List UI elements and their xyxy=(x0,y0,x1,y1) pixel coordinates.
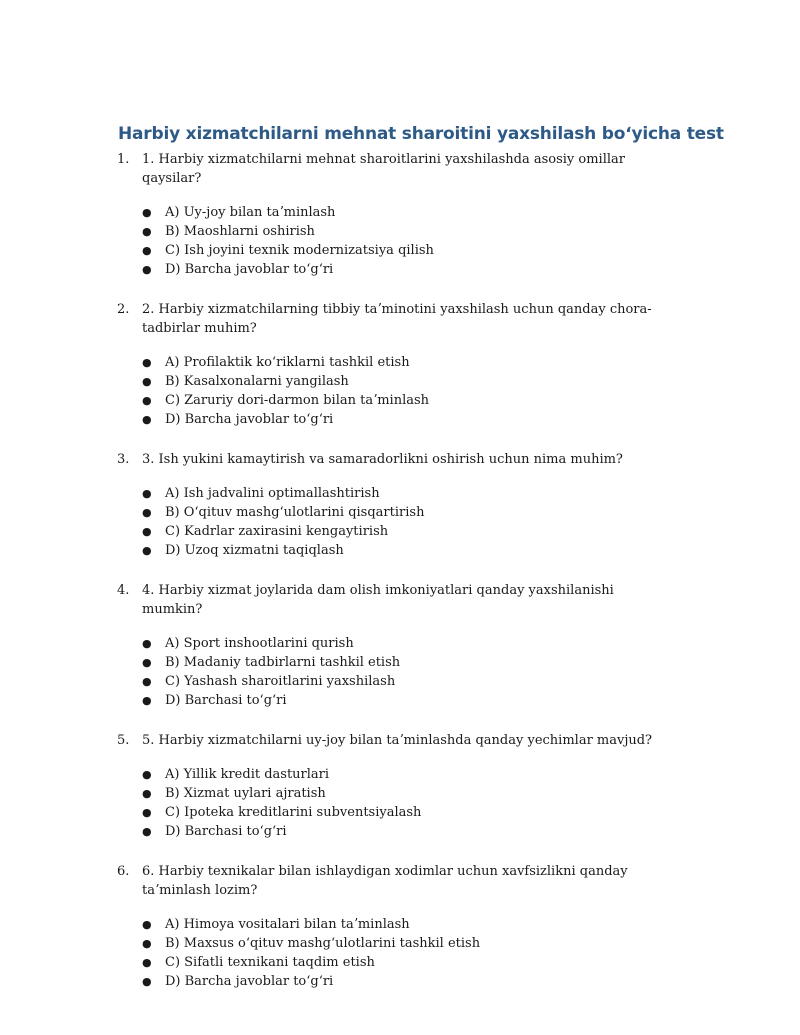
answer-option xyxy=(0,484,800,503)
question-text: 6. Harbiy texnikalar bilan ishlaydigan xodimlar uchun xavfsizlikni qanday taʼminlash lozim? xyxy=(142,864,628,898)
answer-option-text: A) Ish jadvalini optimallashtirish xyxy=(165,486,380,501)
bullet-icon: ● xyxy=(142,356,152,369)
bullet-icon: ● xyxy=(142,525,152,538)
question-text: 4. Harbiy xizmat joylarida dam olish imkoniyatlari qanday yaxshilanishi mumkin? xyxy=(142,583,614,617)
bullet-icon: ● xyxy=(142,637,152,650)
answer-option xyxy=(0,260,800,279)
question-number: 2. xyxy=(117,302,130,317)
answer-option xyxy=(0,391,800,410)
bullet-icon: ● xyxy=(142,394,152,407)
question-number: 4. xyxy=(117,583,130,598)
bullet-icon: ● xyxy=(142,918,152,931)
answer-option-text: C) Ish joyini texnik modernizatsiya qilish xyxy=(165,243,434,258)
question-item xyxy=(0,862,800,991)
question-item xyxy=(0,731,800,841)
answer-option-text: B) Madaniy tadbirlarni tashkil etish xyxy=(165,655,401,670)
answer-option-text: B) Xizmat uylari ajratish xyxy=(165,786,326,801)
bullet-icon: ● xyxy=(142,937,152,950)
bullet-icon: ● xyxy=(142,806,152,819)
answer-option xyxy=(0,653,800,672)
answer-option xyxy=(0,915,800,934)
bullet-icon: ● xyxy=(142,694,152,707)
answer-option-text: B) Oʻqituv mashgʻulotlarini qisqartirish xyxy=(165,505,425,520)
question-item xyxy=(0,581,800,710)
bullet-icon: ● xyxy=(142,825,152,838)
question-number: 5. xyxy=(117,733,130,748)
answer-option-text: C) Kadrlar zaxirasini kengaytirish xyxy=(165,524,389,539)
answer-option xyxy=(0,672,800,691)
answer-option xyxy=(0,765,800,784)
document-title: Harbiy xizmatchilarni mehnat sharoitini yaxshilash boʻyicha test xyxy=(118,124,724,144)
answer-option xyxy=(0,803,800,822)
answer-option-text: D) Barchasi toʻgʻri xyxy=(165,693,287,708)
bullet-icon: ● xyxy=(142,975,152,988)
answer-option-text: D) Barcha javoblar toʻgʻri xyxy=(165,412,334,427)
answer-options xyxy=(0,765,800,841)
answer-option-text: D) Barcha javoblar toʻgʻri xyxy=(165,974,334,989)
answer-option xyxy=(0,691,800,710)
bullet-icon: ● xyxy=(142,487,152,500)
answer-option-text: A) Uy-joy bilan taʼminlash xyxy=(165,205,336,220)
question-item xyxy=(0,150,800,279)
question-item xyxy=(0,450,800,560)
answer-option xyxy=(0,634,800,653)
answer-option xyxy=(0,353,800,372)
answer-options xyxy=(0,915,800,991)
bullet-icon: ● xyxy=(142,787,152,800)
answer-option-text: B) Maxsus oʻqituv mashgʻulotlarini tashkil etish xyxy=(165,936,481,951)
answer-option-text: A) Himoya vositalari bilan taʼminlash xyxy=(165,917,410,932)
answer-options xyxy=(0,203,800,279)
answer-option xyxy=(0,934,800,953)
answer-option xyxy=(0,541,800,560)
question-item xyxy=(0,300,800,429)
bullet-icon: ● xyxy=(142,375,152,388)
bullet-icon: ● xyxy=(142,225,152,238)
answer-option xyxy=(0,953,800,972)
answer-options xyxy=(0,484,800,560)
question-text: 2. Harbiy xizmatchilarning tibbiy taʼminotini yaxshilash uchun qanday chora-tadbirlar muhim? xyxy=(142,302,652,336)
bullet-icon: ● xyxy=(142,244,152,257)
answer-option-text: C) Yashash sharoitlarini yaxshilash xyxy=(165,674,396,689)
question-text: 5. Harbiy xizmatchilarni uy-joy bilan taʼminlashda qanday yechimlar mavjud? xyxy=(142,733,653,748)
bullet-icon: ● xyxy=(142,768,152,781)
answer-option-text: C) Zaruriy dori-darmon bilan taʼminlash xyxy=(165,393,430,408)
bullet-icon: ● xyxy=(142,544,152,557)
answer-option-text: A) Sport inshootlarini qurish xyxy=(165,636,354,651)
answer-option xyxy=(0,522,800,541)
answer-option xyxy=(0,372,800,391)
bullet-icon: ● xyxy=(142,956,152,969)
answer-option-text: B) Maoshlarni oshirish xyxy=(165,224,315,239)
question-number: 1. xyxy=(117,152,130,167)
answer-option xyxy=(0,241,800,260)
answer-option-text: D) Barchasi toʻgʻri xyxy=(165,824,287,839)
bullet-icon: ● xyxy=(142,206,152,219)
bullet-icon: ● xyxy=(142,675,152,688)
answer-option xyxy=(0,822,800,841)
answer-option xyxy=(0,784,800,803)
answer-option-text: C) Ipoteka kreditlarini subventsiyalash xyxy=(165,805,422,820)
question-list xyxy=(0,150,800,1012)
question-number: 6. xyxy=(117,864,130,879)
answer-option-text: B) Kasalxonalarni yangilash xyxy=(165,374,349,389)
question-number: 3. xyxy=(117,452,130,467)
answer-option xyxy=(0,203,800,222)
answer-option xyxy=(0,972,800,991)
question-text: 1. Harbiy xizmatchilarni mehnat sharoitlarini yaxshilashda asosiy omillar qaysilar? xyxy=(142,152,625,186)
answer-option-text: A) Yillik kredit dasturlari xyxy=(165,767,330,782)
bullet-icon: ● xyxy=(142,656,152,669)
answer-option xyxy=(0,503,800,522)
question-text: 3. Ish yukini kamaytirish va samaradorlikni oshirish uchun nima muhim? xyxy=(142,452,623,467)
answer-option-text: C) Sifatli texnikani taqdim etish xyxy=(165,955,375,970)
answer-options xyxy=(0,353,800,429)
bullet-icon: ● xyxy=(142,506,152,519)
answer-option-text: D) Barcha javoblar toʻgʻri xyxy=(165,262,334,277)
answer-option xyxy=(0,222,800,241)
bullet-icon: ● xyxy=(142,263,152,276)
answer-option-text: A) Profilaktik koʻriklarni tashkil etish xyxy=(165,355,410,370)
answer-options xyxy=(0,634,800,710)
answer-option-text: D) Uzoq xizmatni taqiqlash xyxy=(165,543,344,558)
answer-option xyxy=(0,410,800,429)
bullet-icon: ● xyxy=(142,413,152,426)
